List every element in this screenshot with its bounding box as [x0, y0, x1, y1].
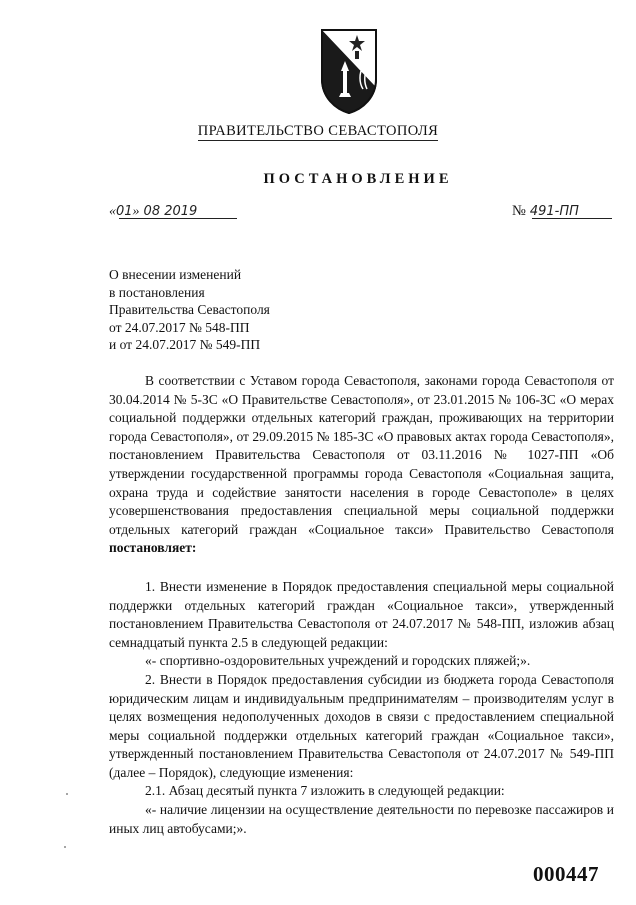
document-body [109, 372, 614, 838]
document-number-value: 491-ПП [529, 204, 579, 219]
subject-line: и от 24.07.2017 № 549-ПП [109, 337, 261, 352]
document-type: ПОСТАНОВЛЕНИЕ [263, 171, 453, 187]
paragraph-2: 2. Внести в Порядок предоставления субсидии из бюджета города Севастополя юридическим лицам и индивидуальным предпринимателям – производителям услуг в целях возмещения недополученных доходов в связи с предоставлением специальной меры социальной поддержки отдельных категорий граждан «Социальное такси», утвержденный постановлением Правительства Севастополя от 24.07.2017 № 549-ПП (далее – Порядок), следующие изменения: [109, 671, 614, 780]
paragraph-1-quote: «- спортивно-оздоровительных учреждений и городских пляжей;». [145, 653, 531, 669]
date-day: 01 [116, 204, 133, 219]
paragraph-2-1: 2.1. Абзац десятый пункта 7 изложить в следующей редакции: [145, 783, 505, 799]
document-date: «01» 08 2019 [109, 202, 237, 220]
coat-of-arms-emblem [319, 27, 379, 115]
subject-line: от 24.07.2017 № 548-ПП [109, 319, 250, 335]
subject-line: Правительства Севастополя [109, 302, 270, 317]
preamble-paragraph: В соответствии с Уставом города Севастополя, законами города Севастополя от 30.04.2014 № 5-ЗС «О Правительстве Севастополя», от 23.01.2015 № 106-ЗС «О мерах социальной поддержки отдельных категорий граждан, проживающих на территории города Севастополя», от 29.09.2015 № 185-ЗС «О правовых актах города Севастополя», постановлением Правительства Севастополя от 03.11.2016 № 1027-ПП «Об утверждении государственной программы города Севастополя «Социальная защита, охрана труда и содействие занятости населения в городе Севастополе» в целях усовершенствования предоставления специальной меры социальной поддержки отдельных категорий граждан «Социальное такси» Правительство Севастополя постановляет: [109, 373, 614, 556]
document-number: № 491-ПП [512, 202, 612, 220]
serial-stamp-number: 000447 [533, 862, 599, 886]
subject-line: О внесении изменений [109, 267, 242, 282]
scan-speck [66, 793, 68, 795]
government-title: ПРАВИТЕЛЬСТВО СЕВАСТОПОЛЯ [197, 123, 439, 139]
document-subject [109, 266, 369, 354]
preamble-verb: постановляет: [109, 540, 197, 556]
subject-line: в постановления [109, 284, 205, 300]
date-month-year: 08 2019 [143, 204, 198, 219]
paragraph-2-1-quote: «- наличие лицензии на осуществление деятельности по перевозке пассажиров и иных лиц автобусами;». [109, 802, 614, 836]
scan-speck [64, 846, 66, 848]
paragraph-1: 1. Внести изменение в Порядок предоставления специальной меры социальной поддержки отдельных категорий граждан «Социальное такси», утвержденный постановлением Правительства Севастополя от 24.07.2017 № 548-ПП, изложив абзац семнадцатый пункта 2.5 в следующей редакции: [109, 578, 614, 650]
